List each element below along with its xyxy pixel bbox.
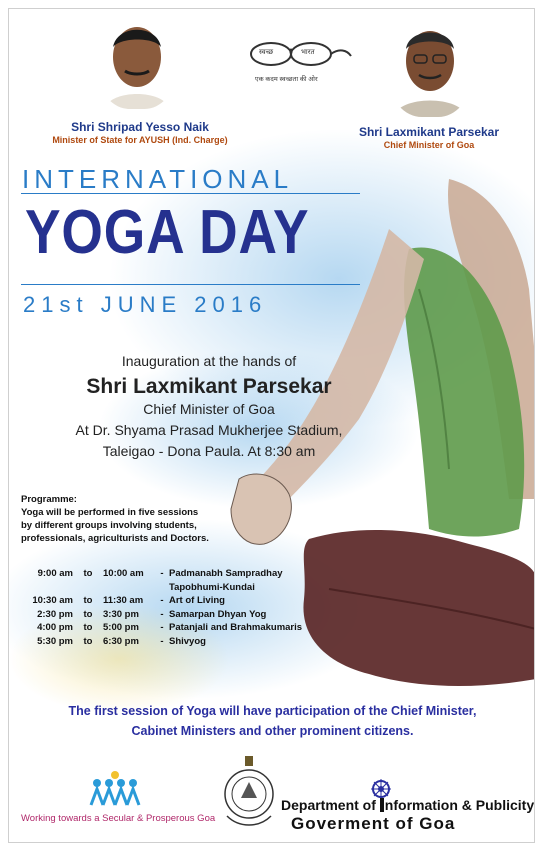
right-person-role: Chief Minister of Goa — [383, 140, 475, 150]
title-rule-top — [21, 193, 360, 194]
schedule-from: 5:30 pm — [37, 635, 73, 647]
inauguration-venue-2: Taleigao - Dona Paula. At 8:30 am — [102, 443, 316, 459]
schedule-group: Tapobhumi-Kundai — [169, 581, 255, 593]
schedule-from: 10:30 am — [32, 595, 73, 607]
schedule-dash: - — [160, 635, 164, 647]
programme-line-2: by different groups involving students, — [21, 520, 197, 531]
footer-message — [9, 701, 535, 741]
info-logo-icon — [371, 779, 391, 799]
schedule-to: 6:30 pm — [103, 635, 139, 647]
government-emblem-icon — [219, 754, 279, 834]
programme-line-1: Yoga will be performed in five sessions — [21, 507, 199, 518]
schedule-to: 3:30 pm — [103, 608, 139, 620]
inauguration-name: Shri Laxmikant Parsekar — [86, 375, 332, 398]
title-rule-bottom — [21, 284, 360, 285]
schedule-row — [21, 581, 339, 595]
schedule-to-word: to — [83, 568, 93, 580]
schedule-to: 5:00 pm — [103, 622, 139, 634]
schedule-to-word: to — [83, 608, 93, 620]
schedule-to: 11:30 am — [103, 595, 144, 607]
title-international: INTERNATIONAL — [22, 164, 294, 194]
department-name — [281, 797, 534, 813]
government-of-goa: Goverment of Goa — [291, 814, 456, 833]
footer-tagline: Working towards a Secular & Prosperous Goa — [21, 813, 216, 824]
schedule-group: Patanjali and Brahmakumaris — [169, 622, 303, 634]
portrait-left — [99, 19, 175, 109]
schedule-from — [21, 581, 73, 595]
schedule-row — [21, 594, 339, 608]
poster — [8, 8, 535, 843]
schedule-to-word — [73, 581, 103, 595]
people-logo-icon — [85, 769, 145, 807]
schedule-group: Padmanabh Sampradhay — [169, 568, 283, 580]
schedule-from: 4:00 pm — [37, 622, 73, 634]
schedule-row — [21, 608, 339, 622]
schedule-table — [21, 567, 339, 648]
programme-heading: Programme: — [21, 494, 77, 505]
department-prefix: Department of — [281, 797, 380, 813]
schedule-from: 2:30 pm — [37, 608, 73, 620]
schedule-row — [21, 635, 339, 649]
schedule-group: Samarpan Dhyan Yog — [169, 608, 267, 620]
portrait-right — [389, 19, 471, 117]
schedule-row — [21, 567, 339, 581]
schedule-dash: - — [160, 595, 164, 607]
footer-message-line-2: Cabinet Ministers and other prominent citizens. — [131, 724, 414, 738]
title-date: 21st JUNE 2016 — [23, 292, 268, 317]
schedule-dash: - — [160, 608, 164, 620]
info-letter-i — [380, 798, 384, 812]
swachh-tagline: एक कदम स्वच्छता की ओर — [255, 76, 318, 83]
schedule-dash — [155, 581, 169, 595]
schedule-group: Art of Living — [169, 595, 225, 607]
title-yoga-day: YOGA DAY — [25, 198, 310, 267]
schedule-from: 9:00 am — [37, 568, 73, 580]
schedule-group: Shivyog — [169, 635, 206, 647]
left-person-role: Minister of State for AYUSH (Ind. Charge) — [52, 135, 228, 145]
schedule-to: 10:00 am — [103, 568, 144, 580]
schedule-to-word: to — [83, 622, 93, 634]
swachh-left-text: स्वच्छ — [259, 49, 274, 56]
inauguration-role: Chief Minister of Goa — [143, 401, 275, 417]
schedule-to — [103, 581, 155, 595]
programme-line-3: professionals, agriculturists and Doctors. — [21, 533, 209, 544]
schedule-to-word: to — [83, 635, 93, 647]
schedule-dash: - — [160, 568, 164, 580]
right-person-name: Shri Laxmikant Parsekar — [358, 125, 500, 139]
schedule-row — [21, 621, 339, 635]
schedule-dash: - — [160, 622, 164, 634]
swachh-right-text: भारत — [301, 49, 315, 56]
schedule-to-word: to — [83, 595, 93, 607]
department-rest: nformation & Publicity — [384, 797, 535, 813]
left-person-name: Shri Shripad Yesso Naik — [71, 120, 209, 134]
footer-message-line-1: The first session of Yoga will have participation of the Chief Minister, — [68, 704, 477, 718]
inauguration-line: Inauguration at the hands of — [121, 353, 297, 369]
programme-block — [21, 493, 251, 545]
swachh-bharat-logo — [243, 34, 353, 89]
inauguration-venue-1: At Dr. Shyama Prasad Mukherjee Stadium, — [75, 422, 343, 438]
